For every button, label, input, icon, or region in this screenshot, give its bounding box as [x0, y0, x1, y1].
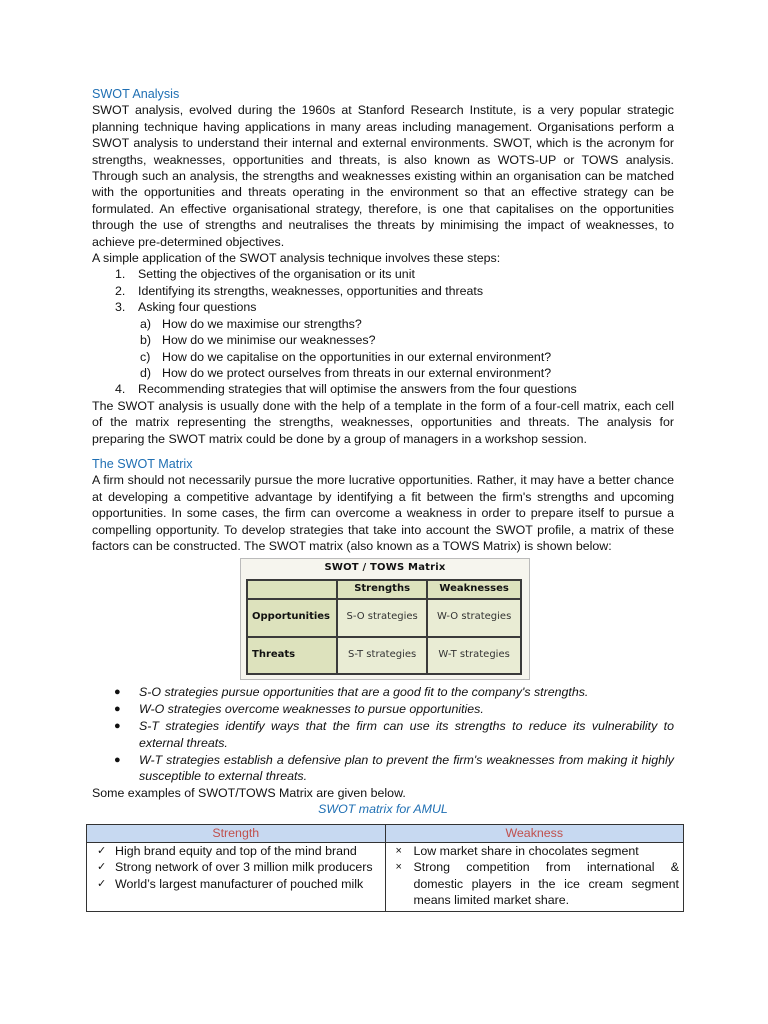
list-item: a) How do we maximise our strengths? [140, 316, 362, 331]
tows-row-threats: Threats [247, 637, 337, 675]
matrix-paragraph: A firm should not necessarily pursue the more lucrative opportunities. Rather, it may have a better chance at developing a competitive advantage by identifying a fit between the firm's strengths and upcoming opportunities. In some cases, the firm can overcome a weakness in order to prepare itself to pursue a compelling opportunity. To develop strategies that take into account the SWOT profile, a matrix of these factors can be constructed. The SWOT matrix (also known as a TOWS Matrix) is shown below: [92, 473, 674, 553]
bullet-icon: ● [114, 703, 121, 716]
tows-table [246, 579, 522, 675]
heading-swot-analysis: SWOT Analysis [92, 87, 180, 101]
tows-cell-so: S-O strategies [337, 599, 427, 637]
examples-intro: Some examples of SWOT/TOWS Matrix are given below. [92, 785, 406, 800]
list-item: d) How do we protect ourselves from threats in our external environment? [140, 365, 552, 380]
tows-cell-st: S-T strategies [337, 637, 427, 675]
tows-row-opportunities: Opportunities [247, 599, 337, 637]
cross-icon: × [395, 845, 402, 857]
tows-matrix-figure [240, 558, 530, 680]
steps-list [92, 266, 674, 397]
weakness-cell [385, 843, 684, 912]
tows-col-weaknesses: Weaknesses [427, 580, 521, 598]
list-item: × Low market share in chocolates segment [395, 844, 639, 858]
questions-list [92, 316, 674, 382]
document-body [92, 86, 674, 818]
list-item: ✓ Strong network of over 3 million milk producers [97, 860, 373, 875]
bullet-icon: ● [114, 686, 121, 699]
tows-col-strengths: Strengths [337, 580, 427, 598]
steps-intro: A simple application of the SWOT analysis technique involves these steps: [92, 251, 501, 266]
list-item: × Strong competition from international & domestic players in the ice cream segment means limited market share. [395, 860, 679, 908]
checkmark-icon: ✓ [97, 845, 107, 857]
strength-cell [87, 843, 386, 912]
list-item: ✓ High brand equity and top of the mind brand [97, 844, 357, 858]
list-item: ● S-O strategies pursue opportunities that are a good fit to the company's strengths. [114, 685, 589, 700]
list-item: b) How do we minimise our weaknesses? [140, 333, 376, 348]
tows-cell-wo: W-O strategies [427, 599, 521, 637]
list-item: 4. Recommending strategies that will optimise the answers from the four questions [115, 382, 577, 397]
weakness-header: Weakness [385, 825, 684, 843]
list-item: 2. Identifying its strengths, weaknesses, opportunities and threats [115, 283, 484, 298]
intro-paragraph: SWOT analysis, evolved during the 1960s at Stanford Research Institute, is a very popular strategic planning technique having applications in many areas including management. Organisations perform a SWOT analysis to understand their internal and external environments. SWOT, which is the acronym for strengths, weaknesses, opportunities and threats, is also known as WOTS-UP or TOWS analysis. Through such an analysis, the strengths and weaknesses existing within an organisation can be matched with the opportunities and threats operating in the environment so that an effective strategy can be formulated. An effective organisational strategy, therefore, is one that capitalises on the opportunities through the use of strengths and neutralises the threats by minimising the impact of weaknesses, to achieve pre-determined objectives. [92, 103, 674, 249]
strategy-bullets [92, 684, 674, 784]
tows-corner [247, 580, 337, 598]
bullet-icon: ● [114, 720, 121, 733]
tows-title: SWOT / TOWS Matrix [324, 562, 446, 574]
cross-icon: × [395, 861, 402, 874]
list-item: ● W-O strategies overcome weaknesses to pursue opportunities. [114, 702, 484, 717]
list-item: ● S-T strategies identify ways that the firm can use its strengths to reduce its vulnerability to external threats. [114, 719, 674, 750]
closing-paragraph: The SWOT analysis is usually done with the help of a template in the form of a four-cell matrix, each cell of the matrix representing the strengths, weaknesses, opportunities and threats. The analysis for preparing the SWOT matrix could be done by a group of managers in a workshop session. [92, 398, 674, 446]
list-item: ● W-T strategies establish a defensive plan to prevent the firm's weaknesses from making it highly susceptible to external threats. [114, 752, 674, 783]
list-item: 3. Asking four questions a) How do we maximise our strengths? b) How do we minimise our weaknesses? c) How do we capitalise on the opportunities in our external environment? d) How do we protect ourselves from threats in our external environment? [92, 299, 674, 381]
tows-cell-wt: W-T strategies [427, 637, 521, 675]
list-item: 1. Setting the objectives of the organisation or its unit [115, 267, 415, 282]
list-item: c) How do we capitalise on the opportunities in our external environment? [140, 349, 552, 364]
heading-swot-matrix: The SWOT Matrix [92, 456, 193, 471]
list-item: ✓ World’s largest manufacturer of pouched milk [97, 876, 364, 891]
strength-header: Strength [87, 825, 386, 843]
amul-swot-table [86, 824, 684, 912]
checkmark-icon: ✓ [97, 877, 107, 890]
checkmark-icon: ✓ [97, 861, 107, 874]
bullet-icon: ● [114, 753, 121, 766]
amul-caption: SWOT matrix for AMUL [318, 802, 448, 817]
